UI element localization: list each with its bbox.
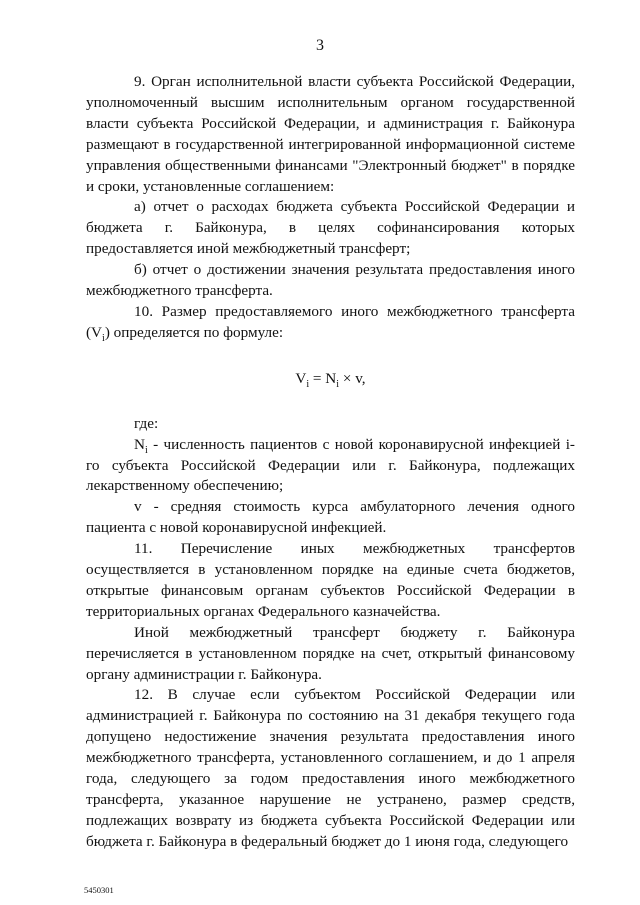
n-sub-i: i bbox=[144, 444, 148, 456]
n-symbol: N bbox=[134, 435, 145, 453]
document-body bbox=[86, 72, 575, 853]
formula bbox=[86, 369, 575, 390]
document-code: 5450301 bbox=[84, 885, 114, 895]
paragraph-9: 9. Орган исполнительной власти субъекта Российской Федерации, уполномоченный высшим исполнительным органом государственной власти субъекта Российской Федерации, и администрация г. Байконура размещают в государственной интегрированной информационной системе управления общественными финансами "Электронный бюджет" в порядке и сроки, установленные соглашением: bbox=[86, 73, 575, 195]
paragraph-10 bbox=[86, 302, 575, 344]
formula-sub-i-2: i bbox=[336, 378, 340, 390]
paragraph-9a: а) отчет о расходах бюджета субъекта Российской Федерации и бюджета г. Байконура, в целях софинансирования которых предоставляется иной межбюджетный трансферт; bbox=[86, 198, 575, 258]
formula-n: = N bbox=[309, 369, 337, 387]
paragraph-10-text-end: ) определяется по формуле: bbox=[104, 323, 284, 341]
paragraph-12: 12. В случае если субъектом Российской Федерации или администрацией г. Байконура по состоянию на 31 декабря текущего года допущено недостижение значения результата предоставления иного межбюджетного трансферта, установленного соглашением, и до 1 апреля года, следующего за годом предоставления иного межбюджетного трансферта, указанное нарушение не устранено, размер средств, подлежащих возврату из бюджета субъекта Российской Федерации или бюджета г. Байконура в федеральный бюджет до 1 июня года, следующего bbox=[86, 686, 575, 850]
paragraph-9b: б) отчет о достижении значения результата предоставления иного межбюджетного трансферта. bbox=[86, 261, 575, 300]
formula-sub-i-1: i bbox=[306, 378, 310, 390]
n-definition-text: - численность пациентов с новой коронавирусной инфекцией i-го субъекта Российской Федерации или г. Байконура, подлежащих лекарственному обеспечению; bbox=[86, 435, 575, 495]
formula-rest: × v, bbox=[339, 369, 366, 387]
page-number: 3 bbox=[316, 37, 324, 54]
v-definition: v - средняя стоимость курса амбулаторного лечения одного пациента с новой коронавирусной инфекцией. bbox=[86, 498, 575, 537]
formula-v: V bbox=[295, 369, 307, 387]
paragraph-11b: Иной межбюджетный трансферт бюджету г. Байконура перечисляется в установленном порядке на счет, открытый финансовому органу администрации г. Байконура. bbox=[86, 623, 575, 683]
paragraph-11: 11. Перечисление иных межбюджетных трансфертов осуществляется в установленном порядке на единые счета бюджетов, открытые финансовым органам субъектов Российской Федерации в территориальных органах Федерального казначейства. bbox=[86, 540, 575, 620]
paragraph-10-text: 10. Размер предоставляемого иного межбюджетного трансферта (V bbox=[86, 302, 575, 341]
subscript-i: i bbox=[102, 332, 105, 344]
where-label: где: bbox=[134, 414, 159, 432]
n-definition bbox=[86, 435, 575, 498]
